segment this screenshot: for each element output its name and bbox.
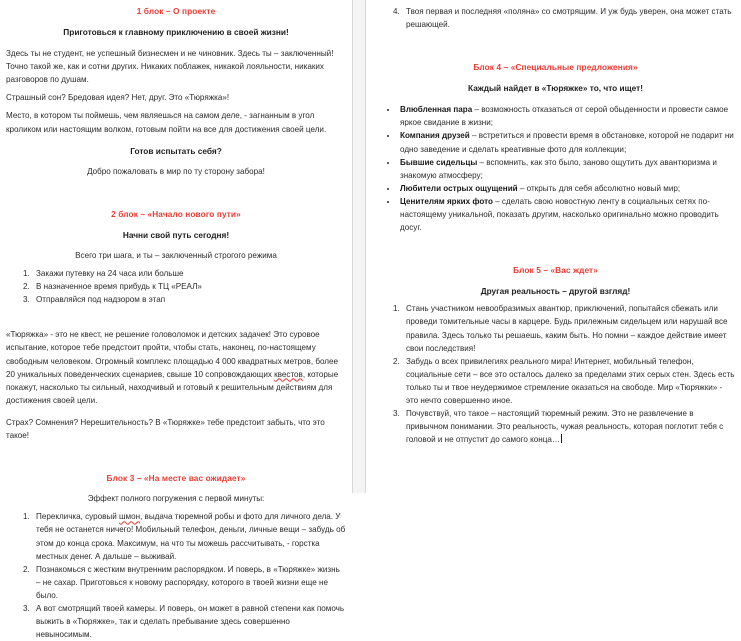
offer-text: – сделать свою новостную ленту в социальных сетях по-настоящему уникальной, показать другим, насколько оригинально можно проводить досуг. <box>400 197 719 233</box>
block2-lead: Всего три шага, и ты – заключенный строгого режима <box>75 250 277 260</box>
block1-paragraph-3: Место, в котором ты поймешь, чем являешься на самом деле, - загнанным в угол кроликом или настоящим волком, готовым пойти на все для достижения своей цели. <box>6 111 327 134</box>
block1-paragraph-1: Здесь ты не студент, не успешный бизнесмен и не чиновник. Здесь ты – заключенный! Точно такой же, как и сотни других. Никаких поблажек, никакой лояльности, никаких разговоров по душам. <box>6 49 334 85</box>
list-item: 3. Отправляйся под надзором в этап <box>32 293 346 306</box>
list-item: 2. В назначенное время прибудь к ТЦ «РЕАЛ» <box>32 280 346 293</box>
spellcheck-flagged-word[interactable]: квестов <box>274 369 303 379</box>
list-item <box>398 129 735 155</box>
block3-items-list <box>6 510 346 641</box>
list-item <box>398 103 735 129</box>
list-item: 2. Познакомься с жестким внутренним распорядком. И поверь, в «Тюряжке» жизнь – не сахар. Приготовься к новому распорядку, которого в твоей жизни еще не было. <box>32 563 346 602</box>
list-item: 1. Стань участником невообразимых авантюр, приключений, попытайся сбежать или проведи томительные часы в карцере. Будь прилежным сидельцем или нарушай все правила. Здесь только ты решаешь, каким быть. Но помни – каждое действие имеет свои последствия! <box>402 302 735 354</box>
block1-heading: 1 блок – О проекте <box>136 6 216 16</box>
block3-subheading: Эффект полного погружения с первой минуты: <box>87 494 265 504</box>
offer-text: – возможность отказаться от серой обыденности и провести самое яркое свидание в жизни; <box>400 105 729 128</box>
block5-items-list <box>376 302 735 446</box>
offer-text: – открыть для себя абсолютно новый мир; <box>517 183 681 193</box>
document-page-left[interactable] <box>0 0 352 640</box>
document-page-right[interactable] <box>366 0 741 493</box>
block2-subheading: Начни свой путь сегодня! <box>122 229 230 240</box>
offer-lead: Ценителям ярких фото <box>400 197 493 207</box>
block2-heading: 2 блок – «Начало нового пути» <box>111 208 241 219</box>
list-item <box>398 182 735 195</box>
paragraph-text-tail: , которые покажут, насколько ты сильный, находчивый и готовый к решительным действиям для достижения своей цели. <box>6 369 339 405</box>
list-item-text: Почувствуй, что такое – настоящий тюремный режим. Это не развлечение в привычном понимании. Это реальность, чужая реальность, которая поглотит тебя с головой и не отпустит до самого конца… <box>406 409 724 445</box>
offer-lead: Любители острых ощущений <box>400 183 518 193</box>
list-item: 1. Закажи путевку на 24 часа или больше <box>32 267 346 280</box>
offer-text: – встретиться и провести время в обстановке, которой не подарит ни одно заведение и сделать креативные фото для коллекции; <box>400 131 734 154</box>
block5-heading: Блок 5 – «Вас ждет» <box>513 265 598 276</box>
block4-offers-list <box>376 103 735 234</box>
block2-paragraph-a <box>6 328 346 407</box>
offer-lead: Влюбленная пара <box>400 105 473 115</box>
block1-welcome: Добро пожаловать в мир по ту сторону забора! <box>87 166 265 176</box>
block3-heading: Блок 3 – «На месте вас ожидает» <box>106 473 246 484</box>
list-item <box>402 407 735 446</box>
offer-text: – вспомнить, как это было, заново ощутить дух авантюризма и знакомую атмосферу; <box>400 157 717 180</box>
paragraph-text-head: «Тюряжка» - это не квест, не решение головоломок и детских задачек! Это суровое испытание, которое тебе предстоит пройти, чтобы стать, наконец, по-настоящему свободным человеком. Огромный комплекс площадью 4 000 квадратных метров, более 20 уникальных поведенческих сценариев, свыше 10 сопровождающих <box>6 330 339 379</box>
block1-paragraph-2: Страшный сон? Бредовая идея? Нет, друг. Это «Тюряжка»! <box>6 93 230 103</box>
block4-heading: Блок 4 – «Специальные предложения» <box>473 62 638 73</box>
block1-subheading: Приготовься к главному приключению в своей жизни! <box>63 27 289 38</box>
block4-subheading: Каждый найдет в «Тюряжке» то, что ищет! <box>468 83 643 94</box>
list-item <box>398 195 735 234</box>
list-item-text-head: Перекличка, суровый <box>36 512 120 522</box>
list-item <box>398 156 735 182</box>
list-item-text-tail: , выдача тюремной робы и фото для личного дела. У тебя не останется ничего! Мобильный телефон, деньги, личные вещи – забудь об этом до конца срока. Максимум, на что ты можешь рассчитывать, - горстка местных денег. А дальше – выживай. <box>36 512 346 561</box>
block5-subheading: Другая реальность – другой взгляд! <box>480 286 631 297</box>
page-gutter-divider <box>352 0 366 493</box>
list-item: 4. Твоя первая и последняя «поляна» со смотрящим. И уж будь уверен, она может стать решающей. <box>402 5 735 31</box>
offer-lead: Компания друзей <box>400 131 470 141</box>
list-item <box>32 510 346 562</box>
text-cursor-caret <box>561 434 562 443</box>
block3-items-continued-list <box>376 5 735 31</box>
block2-paragraph-b: Страх? Сомнения? Нерешительность? В «Тюряжке» тебе предстоит забыть, что это такое! <box>6 418 325 441</box>
offer-lead: Бывшие сидельцы <box>400 157 478 167</box>
list-item: 2. Забудь о всех привилегиях реального мира! Интернет, мобильный телефон, социальные сети – все это осталось далеко за пределами этих серых стен. Здесь есть только ты и твое неудержимое стремление оказаться на свободе. Мир «Тюряжки» - это нечто совершенно иное. <box>402 355 735 407</box>
block2-steps-list <box>6 267 346 306</box>
spellcheck-flagged-word[interactable]: шмон <box>119 512 141 522</box>
list-item: 3. А вот смотрящий твоей камеры. И поверь, он может в равной степени как помочь выжить в «Тюряжке», так и сделать пребывание здесь совершенно невыносимым. <box>32 602 346 641</box>
block1-question: Готов испытать себя? <box>130 145 222 156</box>
